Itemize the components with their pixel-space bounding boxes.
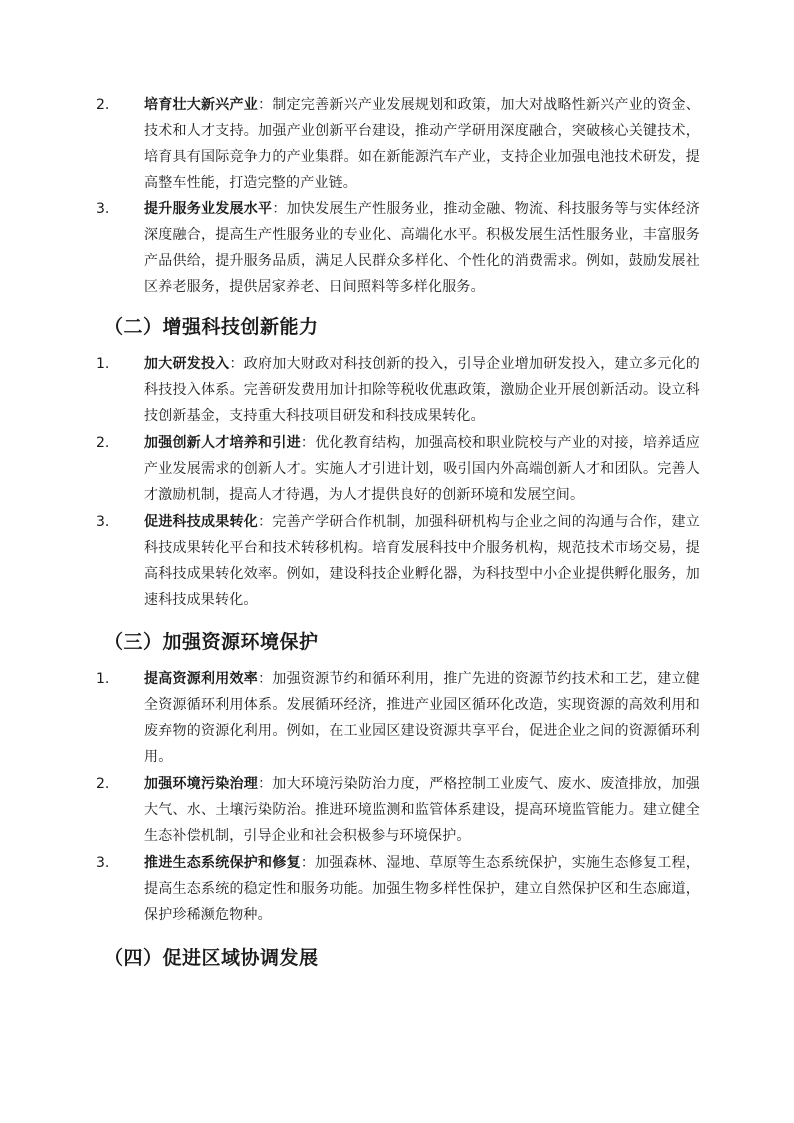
section-heading: （四）促进区域协调发展	[104, 947, 319, 969]
item-number: 2.	[96, 776, 110, 792]
item-number: 2.	[96, 97, 110, 113]
item-body	[144, 351, 700, 429]
item-text: ：加大环境污染防治力度，严格控制工业废气、废水、废渣排放，加强大气、水、土壤污染防治。推进环境监测和监管体系建设，提高环境监管能力。建立健全生态补偿机制，引导企业和社会积极参与环境保护。	[144, 776, 700, 844]
item-body	[144, 771, 700, 849]
item-body	[144, 509, 700, 613]
list-item	[0, 92, 794, 196]
item-body	[144, 196, 700, 300]
item-number: 1.	[96, 356, 110, 372]
industry-list	[0, 196, 794, 300]
item-text: ：加快发展生产性服务业，推动金融、物流、科技服务等与实体经济深度融合，提高生产性服务业的专业化、高端化水平。积极发展生活性服务业，丰富服务产品供给，提升服务品质，满足人民群众多样化、个性化的消费需求。例如，鼓励发展社区养老服务，提供居家养老、日间照料等多样化服务。	[144, 201, 700, 295]
item-text: ：制定完善新兴产业发展规划和政策，加大对战略性新兴产业的资金、技术和人才支持。加强产业创新平台建设，推动产学研用深度融合，突破核心关键技术，培育具有国际竞争力的产业集群。如在新能源汽车产业，支持企业加强电池技术研发，提高整车性能，打造完整的产业链。	[144, 97, 700, 191]
item-term: 培育壮大新兴产业	[144, 97, 259, 113]
item-term: 提高资源利用效率	[144, 671, 259, 687]
item-body	[144, 92, 700, 196]
item-number: 3.	[96, 855, 110, 871]
item-term: 提升服务业发展水平	[144, 201, 273, 217]
item-text: ：加强资源节约和循环利用，推广先进的资源节约技术和工艺，建立健全资源循环利用体系。发展循环经济，推进产业园区循环化改造，实现资源的高效利用和废弃物的资源化利用。例如，在工业园区建设资源共享平台，促进企业之间的资源循环利用。	[144, 671, 700, 765]
item-number: 1.	[96, 671, 110, 687]
item-number: 3.	[96, 201, 110, 217]
item-text: ：完善产学研合作机制，加强科研机构与企业之间的沟通与合作，建立科技成果转化平台和技术转移机构。培育发展科技中介服务机构，规范技术市场交易，提高科技成果转化效率。例如，建设科技企业孵化器，为科技型中小企业提供孵化服务，加速科技成果转化。	[144, 514, 700, 608]
list-item	[0, 196, 794, 300]
item-body	[144, 850, 700, 928]
item-number: 3.	[96, 514, 110, 530]
item-term: 促进科技成果转化	[144, 514, 259, 530]
item-term: 加强环境污染治理	[144, 776, 259, 792]
section-heading: （二）增强科技创新能力	[104, 316, 319, 338]
item-body	[144, 666, 700, 770]
item-text: ：加强森林、湿地、草原等生态系统保护，实施生态修复工程，提高生态系统的稳定性和服务功能。加强生物多样性保护，建立自然保护区和生态廊道，保护珍稀濒危物种。	[144, 855, 700, 923]
industry-list	[0, 92, 794, 196]
item-term: 推进生态系统保护和修复	[144, 855, 301, 871]
item-body	[144, 430, 700, 508]
item-number: 2.	[96, 435, 110, 451]
section-heading: （三）加强资源环境保护	[104, 631, 319, 653]
item-text: ：政府加大财政对科技创新的投入，引导企业增加研发投入，建立多元化的科技投入体系。完善研发费用加计扣除等税收优惠政策，激励企业开展创新活动。设立科技创新基金，支持重大科技项目研发和科技成果转化。	[144, 356, 700, 424]
item-term: 加大研发投入	[144, 356, 230, 372]
item-term: 加强创新人才培养和引进	[144, 435, 301, 451]
item-text: ：优化教育结构，加强高校和职业院校与产业的对接，培养适应产业发展需求的创新人才。实施人才引进计划，吸引国内外高端创新人才和团队。完善人才激励机制，提高人才待遇，为人才提供良好的创新环境和发展空间。	[144, 435, 700, 503]
